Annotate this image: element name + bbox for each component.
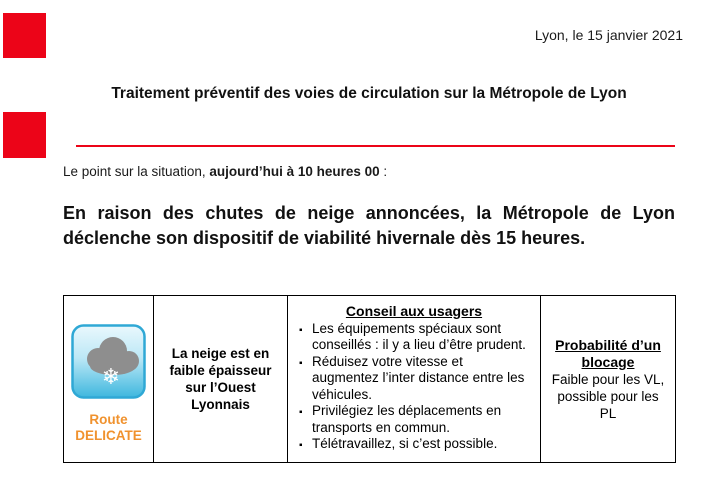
list-item <box>296 354 532 404</box>
advice-item-text: Les équipements spéciaux sont conseillés : il y a lieu d’être prudent. <box>312 320 526 352</box>
brand-red-square-top <box>3 13 46 58</box>
blockage-body: Faible pour les VL, possible pour les PL <box>551 371 665 421</box>
title-block <box>63 84 675 104</box>
route-status-line1: Route <box>89 411 128 427</box>
road-status-cell <box>64 296 154 463</box>
bullet-icon: ▪ <box>299 357 303 369</box>
blockage-header: Probabilité d’un blocage <box>555 336 661 370</box>
snow-summary-cell: La neige est en faible épaisseur sur l’Ouest Lyonnais <box>154 296 288 463</box>
snowflake-icon: ❄ <box>101 364 121 390</box>
route-status-label <box>64 412 153 444</box>
situation-line <box>63 164 387 179</box>
list-item <box>296 403 532 436</box>
advice-item-text: Télétravaillez, si c’est possible. <box>312 436 498 451</box>
alert-paragraph: En raison des chutes de neige annoncées, la Métropole de Lyon déclenche son dispositif de viabilité hivernale dès 15 heures. <box>63 203 675 248</box>
red-divider-line <box>76 145 675 147</box>
list-item <box>296 436 532 455</box>
route-status-line2: DELICATE <box>75 427 142 443</box>
document-title: Traitement préventif des voies de circulation sur la Métropole de Lyon <box>111 85 627 102</box>
table-row <box>64 296 676 463</box>
advice-list <box>296 321 532 455</box>
brand-red-square-bottom <box>3 112 46 158</box>
advice-header: Conseil aux usagers <box>345 302 483 319</box>
situation-suffix: : <box>379 164 388 179</box>
blockage-probability-cell <box>541 296 676 463</box>
situation-time: aujourd’hui à 10 heures 00 <box>209 164 380 179</box>
bullet-icon: ▪ <box>299 407 303 418</box>
advice-item-text: Réduisez votre vitesse et augmentez l’inter distance entre les véhicules. <box>312 353 525 402</box>
bullet-icon: ▪ <box>299 440 303 451</box>
bullet-icon: ▪ <box>299 324 303 336</box>
advice-item-text: Privilégiez les déplacements en transports en commun. <box>312 403 502 435</box>
snow-cloud-icon <box>71 324 146 399</box>
list-item <box>296 321 532 354</box>
advice-cell <box>288 296 541 463</box>
situation-prefix: Le point sur la situation, <box>63 164 210 179</box>
dateline: Lyon, le 15 janvier 2021 <box>534 27 683 43</box>
road-status-table <box>63 295 676 463</box>
